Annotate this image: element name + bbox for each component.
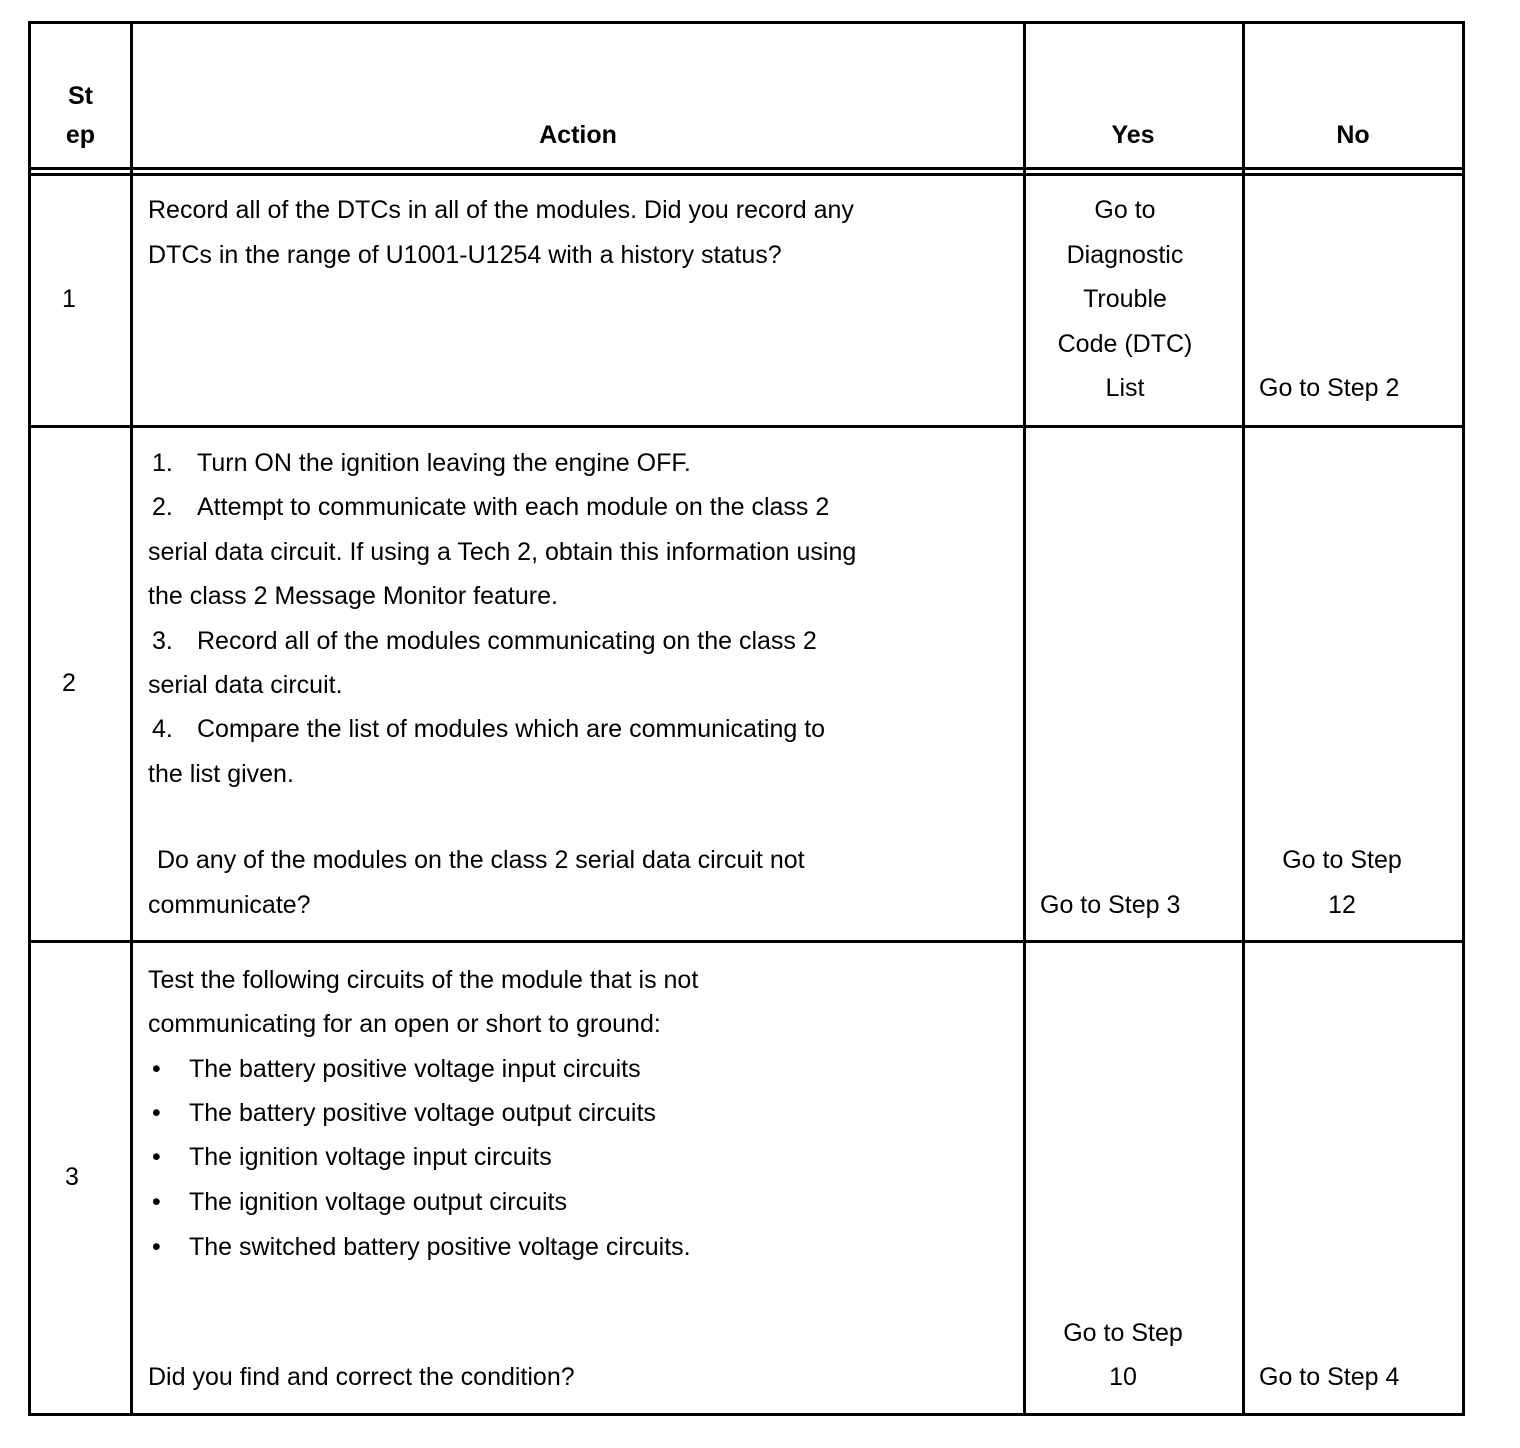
row-divider-2 [31,940,1462,943]
action-text-line: Record all of the DTCs in all of the modules. Did you record any [148,196,854,224]
yes-text-line: Code (DTC) [1057,330,1193,358]
list-item-text: Compare the list of modules which are communicating to [197,715,826,743]
list-item-text: the class 2 Message Monitor feature. [148,582,558,610]
question-text-line: communicate? [148,891,311,919]
action-text-line: Test the following circuits of the module that is not [148,966,699,994]
yes-text-line: Go to Step [1063,1319,1183,1347]
yes-text-line: Go to Step 3 [1040,891,1181,919]
step-number: 3 [65,1163,79,1191]
question-text-line: Did you find and correct the condition? [148,1363,575,1391]
list-item-text: serial data circuit. If using a Tech 2, obtain this information using [148,538,857,566]
list-item-text: Turn ON the ignition leaving the engine OFF. [197,449,691,477]
step-number: 2 [62,669,76,697]
bullet-icon: • [152,1055,161,1083]
header-divider-top [31,167,1462,170]
list-item-number: 4. [152,715,173,743]
yes-text-line: Go to [1094,196,1156,224]
list-item-number: 1. [152,449,173,477]
header-action: Action [539,121,617,149]
yes-text-line: 10 [1109,1363,1137,1391]
list-item-text: Attempt to communicate with each module on the class 2 [197,493,830,521]
no-text-line: Go to Step 2 [1259,374,1400,402]
bullet-item-text: The switched battery positive voltage circuits. [189,1233,691,1261]
header-yes: Yes [1111,121,1155,149]
action-text-line: communicating for an open or short to ground: [148,1010,661,1038]
bullet-icon: • [152,1233,161,1261]
yes-text-line: Trouble [1083,285,1167,313]
bullet-icon: • [152,1099,161,1127]
header-divider-bottom [31,173,1462,176]
step-number: 1 [62,285,76,313]
column-divider-yes [1242,24,1245,1413]
list-item-text: Record all of the modules communicating on the class 2 [197,627,817,655]
bullet-item-text: The ignition voltage input circuits [189,1143,552,1171]
no-text-line: Go to Step 4 [1259,1363,1400,1391]
action-text-line: DTCs in the range of U1001-U1254 with a history status? [148,241,782,269]
yes-text-line: Diagnostic [1066,241,1184,269]
question-text-line: Do any of the modules on the class 2 serial data circuit not [157,846,805,874]
yes-text-line: List [1105,374,1145,402]
row-divider-1 [31,425,1462,428]
bullet-icon: • [152,1143,161,1171]
bullet-item-text: The battery positive voltage input circuits [189,1055,641,1083]
bullet-item-text: The battery positive voltage output circuits [189,1099,656,1127]
list-item-number: 2. [152,493,173,521]
bullet-icon: • [152,1188,161,1216]
list-item-text: serial data circuit. [148,671,343,699]
column-divider-step [130,24,133,1413]
no-text-line: Go to Step [1282,846,1402,874]
bullet-item-text: The ignition voltage output circuits [189,1188,567,1216]
list-item-number: 3. [152,627,173,655]
header-step-line2: ep [65,121,96,149]
header-no: No [1336,121,1370,149]
list-item-text: the list given. [148,760,294,788]
header-step-line1: St [68,82,93,110]
no-text-line: 12 [1328,891,1356,919]
